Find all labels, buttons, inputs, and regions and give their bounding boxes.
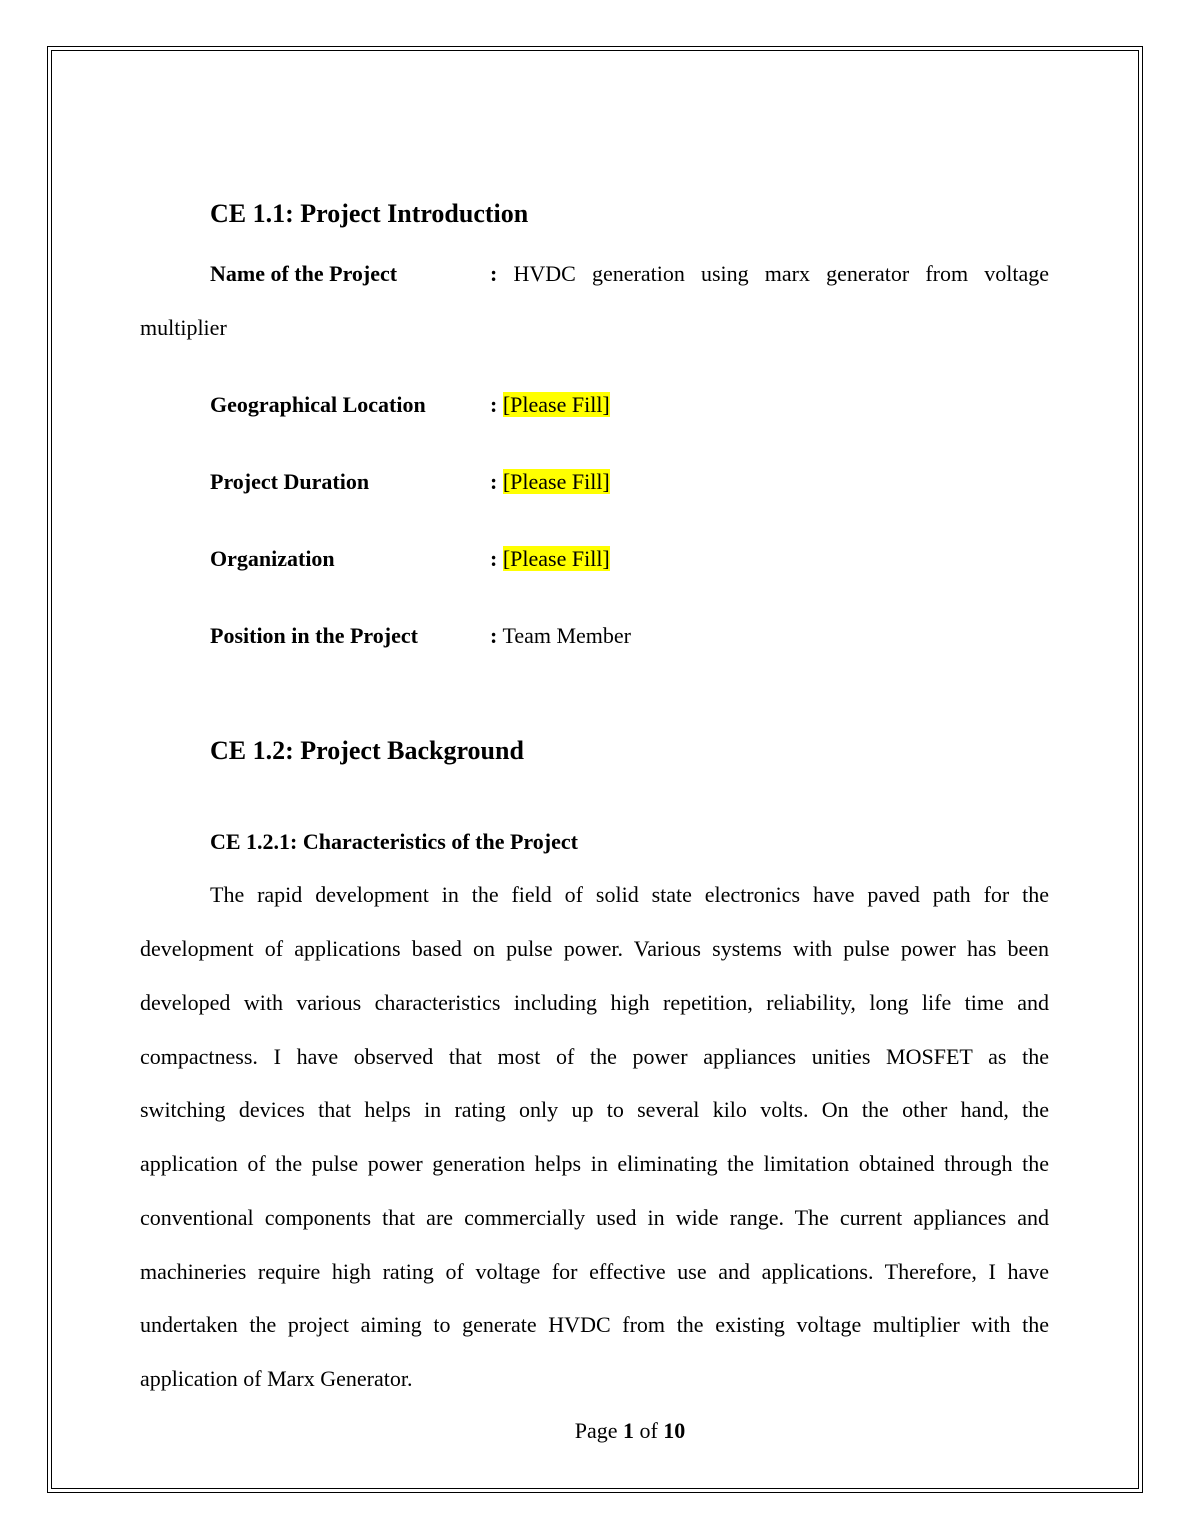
paragraph-line: undertaken the project aiming to generate HVDC from the existing voltage multiplier with the: [140, 1312, 1049, 1337]
paragraph-line: switching devices that helps in rating only up to several kilo volts. On the other hand, the: [140, 1097, 1049, 1122]
footer-of: of: [639, 1418, 658, 1443]
subsection-heading: CE 1.2.1: Characteristics of the Project: [210, 829, 578, 854]
colon: :: [490, 469, 498, 494]
field-value-organization: [490, 546, 610, 572]
colon: :: [490, 392, 498, 417]
paragraph-line: developed with various characteristics including high repetition, reliability, long life time and: [140, 990, 1049, 1015]
section-2-heading: CE 1.2: Project Background: [210, 736, 524, 765]
field-label-organization: Organization: [210, 546, 335, 571]
paragraph-line: conventional components that are commercially used in wide range. The current appliances and: [140, 1205, 1049, 1230]
footer-current-page: 1: [622, 1418, 634, 1443]
field-value-project-name: [490, 261, 1049, 287]
paragraph-line: application of the pulse power generation helps in eliminating the limitation obtained through the: [140, 1151, 1049, 1176]
placeholder-highlight: [Please Fill]: [502, 392, 610, 417]
placeholder-highlight: [Please Fill]: [502, 469, 610, 494]
paragraph-line: machineries require high rating of voltage for effective use and applications. Therefore, I have: [140, 1259, 1049, 1284]
field-label-location: Geographical Location: [210, 392, 426, 417]
field-label-position: Position in the Project: [210, 623, 418, 648]
colon: :: [490, 546, 498, 571]
field-label-duration: Project Duration: [210, 469, 370, 494]
field-value-position: [490, 623, 631, 649]
paragraph-line: compactness. I have observed that most of the power appliances unities MOSFET as the: [140, 1044, 1049, 1069]
project-name-text: HVDC generation using marx generator from voltage: [513, 261, 1049, 286]
field-value-project-name-cont: multiplier: [140, 315, 227, 340]
section-1-heading: CE 1.1: Project Introduction: [210, 199, 529, 228]
field-value-location: [490, 392, 610, 418]
page-number-footer: [0, 1418, 1190, 1444]
footer-total-pages: 10: [663, 1418, 686, 1443]
position-text: Team Member: [502, 623, 632, 648]
paragraph-line-last: application of Marx Generator.: [140, 1366, 413, 1391]
colon: :: [490, 261, 498, 286]
colon: :: [490, 623, 498, 648]
placeholder-highlight: [Please Fill]: [502, 546, 610, 571]
paragraph-line: The rapid development in the field of solid state electronics have paved path for the: [210, 882, 1049, 907]
footer-prefix: Page: [574, 1418, 618, 1443]
paragraph-line: development of applications based on pulse power. Various systems with pulse power has been: [140, 936, 1049, 961]
field-value-duration: [490, 469, 610, 495]
field-label-project-name: Name of the Project: [210, 261, 398, 286]
